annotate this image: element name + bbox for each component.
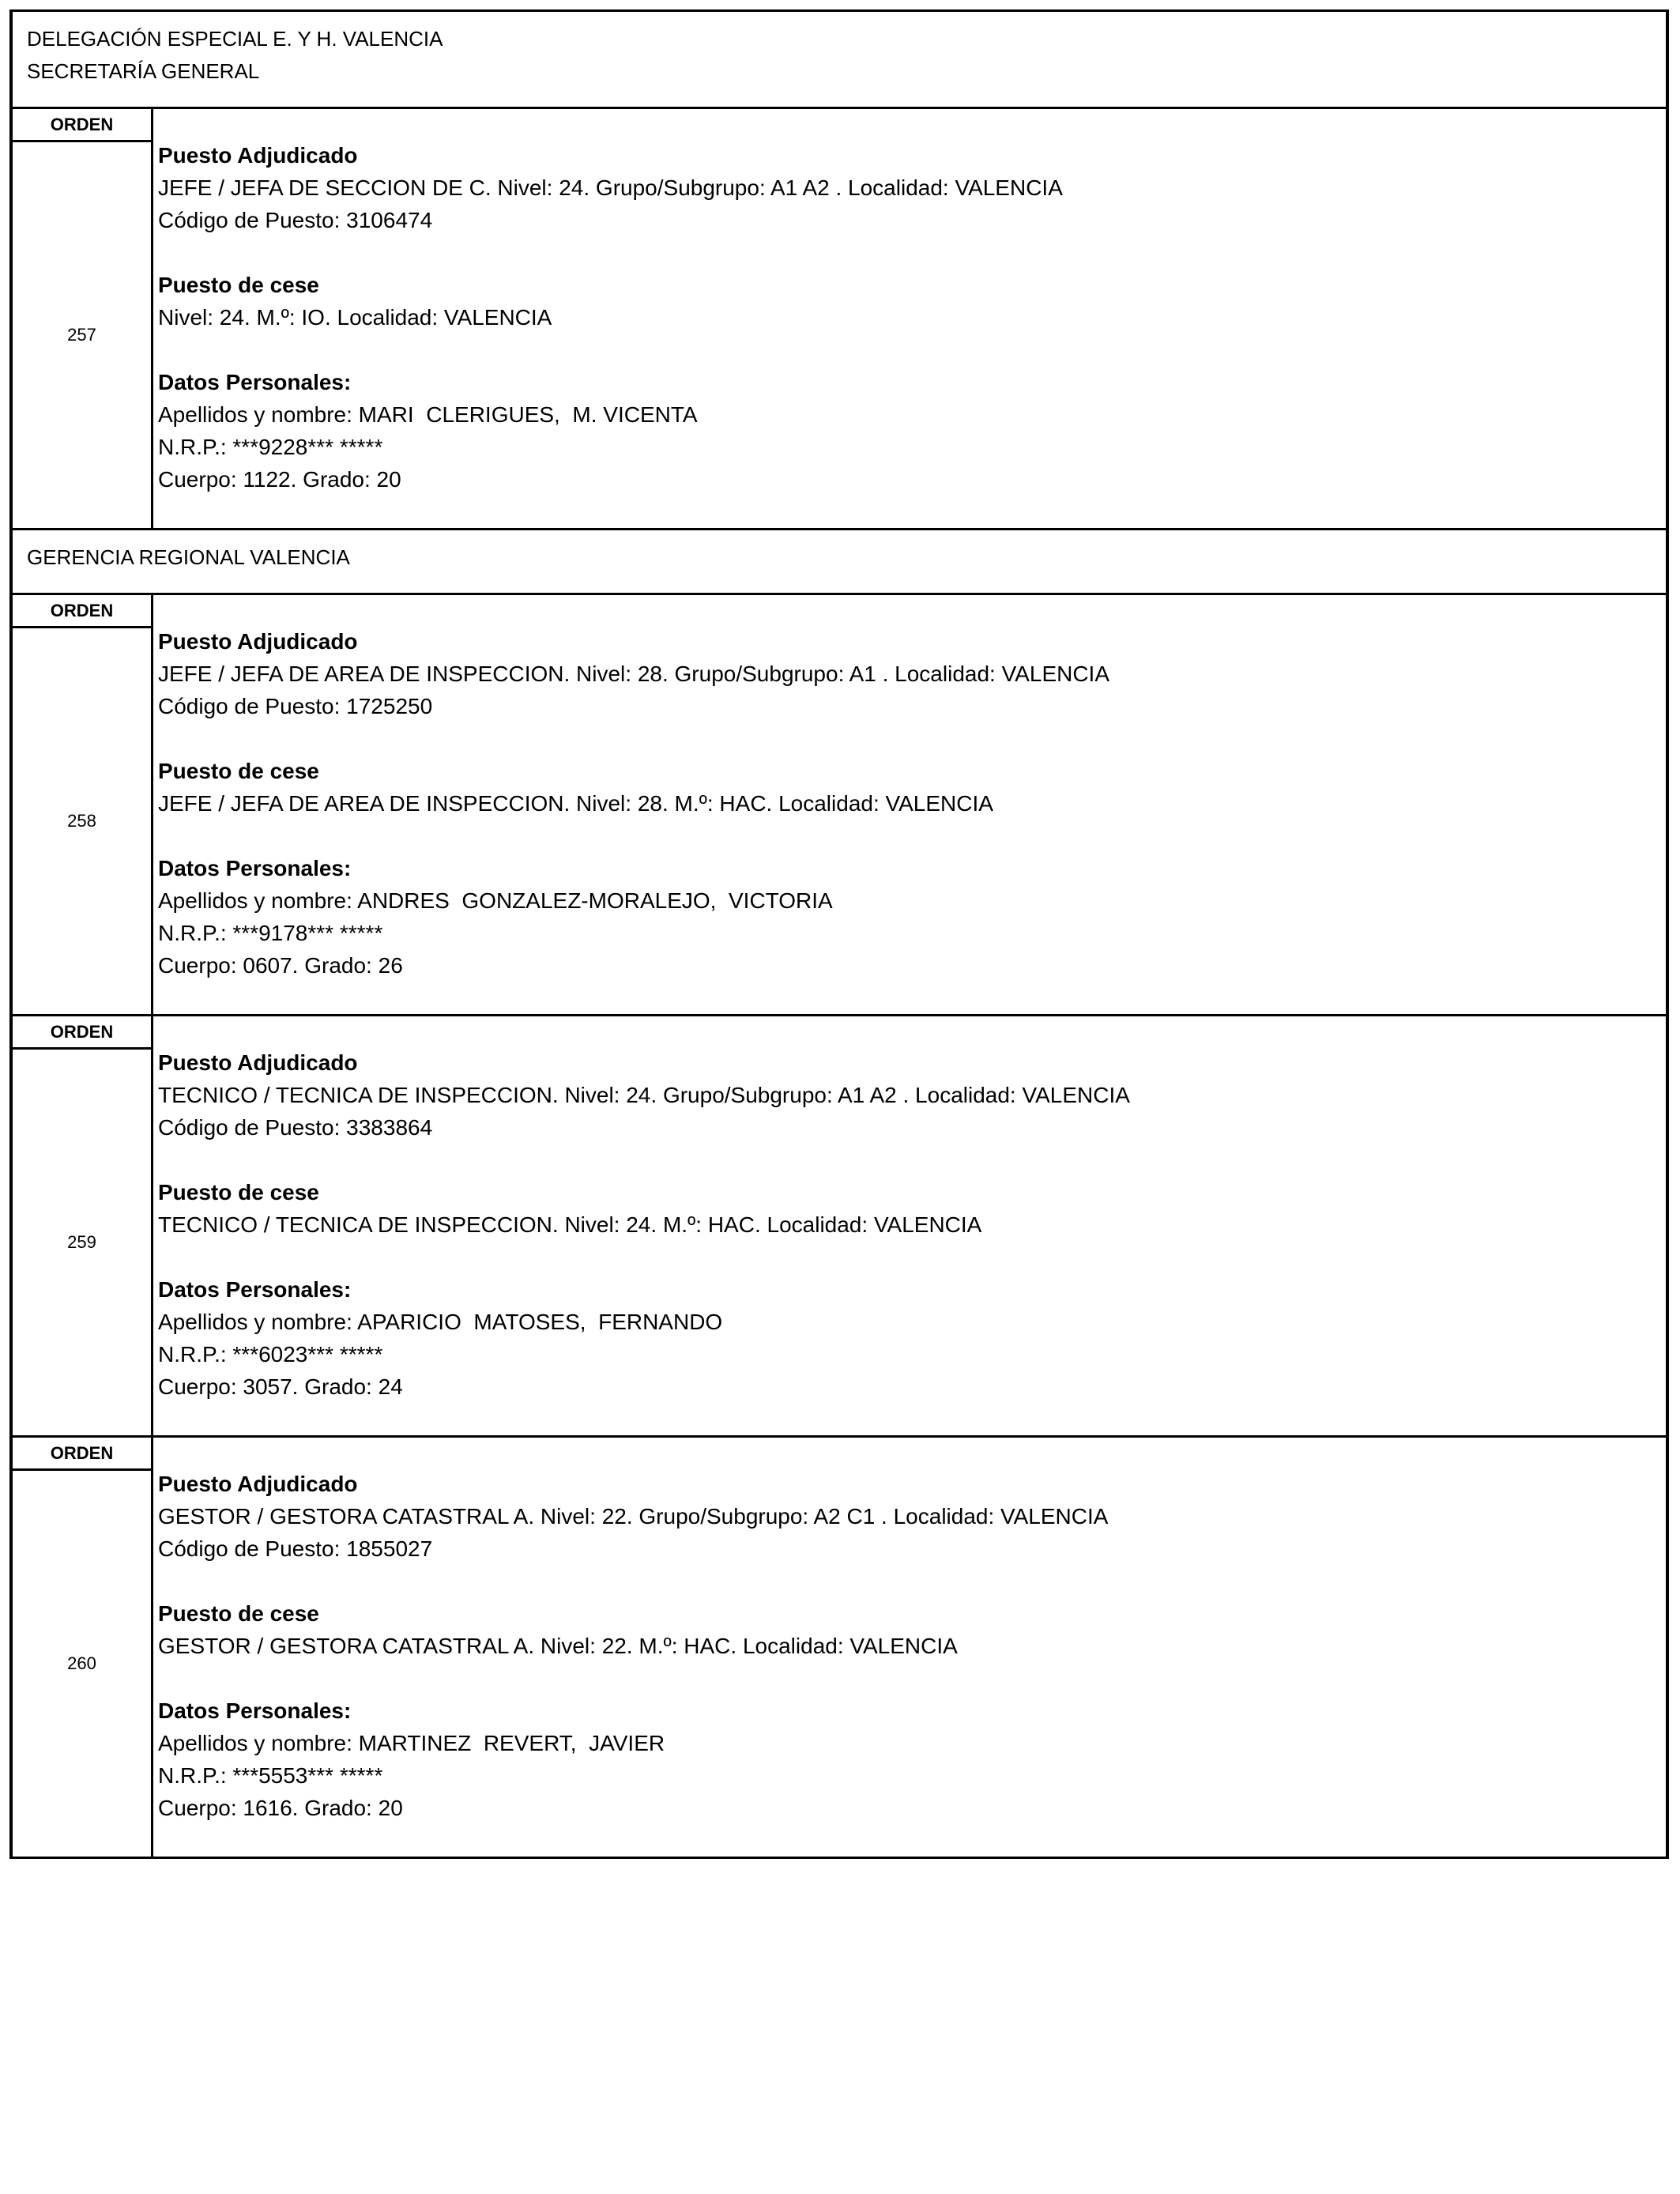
section-header	[13, 530, 1666, 595]
entry-details	[153, 595, 1666, 1014]
document-table	[9, 9, 1669, 1859]
orden-number: 260	[67, 1653, 96, 1673]
codigo-puesto: Código de Puesto: 1855027	[158, 1536, 433, 1561]
section-title: DELEGACIÓN ESPECIAL E. Y H. VALENCIA	[27, 27, 443, 51]
apellidos-nombre: Apellidos y nombre: MARTINEZ REVERT, JAVIER	[158, 1731, 665, 1755]
orden-label: ORDEN	[13, 595, 151, 628]
cese-description: Nivel: 24. M.º: IO. Localidad: VALENCIA	[158, 305, 552, 330]
nrp: N.R.P.: ***9178*** *****	[158, 921, 383, 945]
cese-description: TECNICO / TECNICA DE INSPECCION. Nivel: 24. M.º: HAC. Localidad: VALENCIA	[158, 1212, 982, 1237]
adjudicado-description: JEFE / JEFA DE SECCION DE C. Nivel: 24. Grupo/Subgrupo: A1 A2 . Localidad: VALENCIA	[158, 175, 1063, 200]
adjudicado-description: TECNICO / TECNICA DE INSPECCION. Nivel: 24. Grupo/Subgrupo: A1 A2 . Localidad: VALENCIA	[158, 1083, 1130, 1107]
orden-column	[13, 595, 153, 1014]
cese-title: Puesto de cese	[158, 1180, 319, 1204]
codigo-puesto: Código de Puesto: 3383864	[158, 1115, 433, 1140]
section-subtitle: SECRETARÍA GENERAL	[27, 59, 260, 83]
orden-column	[13, 1016, 153, 1435]
datos-title: Datos Personales:	[158, 856, 352, 880]
table-row	[13, 595, 1666, 1016]
cuerpo-grado: Cuerpo: 1122. Grado: 20	[158, 467, 401, 492]
cese-description: GESTOR / GESTORA CATASTRAL A. Nivel: 22. M.º: HAC. Localidad: VALENCIA	[158, 1634, 958, 1658]
orden-label: ORDEN	[13, 109, 151, 142]
entry-details	[153, 109, 1666, 528]
cese-title: Puesto de cese	[158, 273, 319, 297]
entry-details	[153, 1016, 1666, 1435]
section-title: GERENCIA REGIONAL VALENCIA	[27, 545, 350, 569]
adjudicado-description: GESTOR / GESTORA CATASTRAL A. Nivel: 22. Grupo/Subgrupo: A2 C1 . Localidad: VALENCIA	[158, 1504, 1109, 1529]
table-row	[13, 109, 1666, 530]
nrp: N.R.P.: ***5553*** *****	[158, 1763, 383, 1788]
datos-title: Datos Personales:	[158, 1277, 352, 1302]
orden-number: 259	[67, 1232, 96, 1252]
adjudicado-title: Puesto Adjudicado	[158, 1050, 358, 1075]
datos-title: Datos Personales:	[158, 1698, 352, 1723]
section-header	[13, 12, 1666, 109]
adjudicado-title: Puesto Adjudicado	[158, 1472, 358, 1496]
codigo-puesto: Código de Puesto: 3106474	[158, 208, 433, 232]
orden-column	[13, 109, 153, 528]
cese-description: JEFE / JEFA DE AREA DE INSPECCION. Nivel: 28. M.º: HAC. Localidad: VALENCIA	[158, 791, 993, 816]
apellidos-nombre: Apellidos y nombre: APARICIO MATOSES, FERNANDO	[158, 1310, 723, 1334]
cese-title: Puesto de cese	[158, 1601, 319, 1626]
cese-title: Puesto de cese	[158, 759, 319, 783]
cuerpo-grado: Cuerpo: 1616. Grado: 20	[158, 1796, 403, 1820]
apellidos-nombre: Apellidos y nombre: ANDRES GONZALEZ-MORALEJO, VICTORIA	[158, 888, 833, 913]
adjudicado-description: JEFE / JEFA DE AREA DE INSPECCION. Nivel: 28. Grupo/Subgrupo: A1 . Localidad: VALENCIA	[158, 662, 1110, 686]
apellidos-nombre: Apellidos y nombre: MARI CLERIGUES, M. VICENTA	[158, 402, 698, 427]
orden-column	[13, 1438, 153, 1857]
table-row	[13, 1016, 1666, 1438]
cuerpo-grado: Cuerpo: 0607. Grado: 26	[158, 953, 403, 978]
orden-label: ORDEN	[13, 1016, 151, 1050]
datos-title: Datos Personales:	[158, 370, 352, 394]
cuerpo-grado: Cuerpo: 3057. Grado: 24	[158, 1374, 403, 1399]
adjudicado-title: Puesto Adjudicado	[158, 143, 358, 168]
nrp: N.R.P.: ***6023*** *****	[158, 1342, 383, 1367]
table-row	[13, 1438, 1666, 1859]
orden-label: ORDEN	[13, 1438, 151, 1471]
codigo-puesto: Código de Puesto: 1725250	[158, 694, 433, 718]
orden-number: 258	[67, 811, 96, 831]
adjudicado-title: Puesto Adjudicado	[158, 629, 358, 654]
orden-number: 257	[67, 325, 96, 345]
entry-details	[153, 1438, 1666, 1857]
nrp: N.R.P.: ***9228*** *****	[158, 435, 383, 459]
